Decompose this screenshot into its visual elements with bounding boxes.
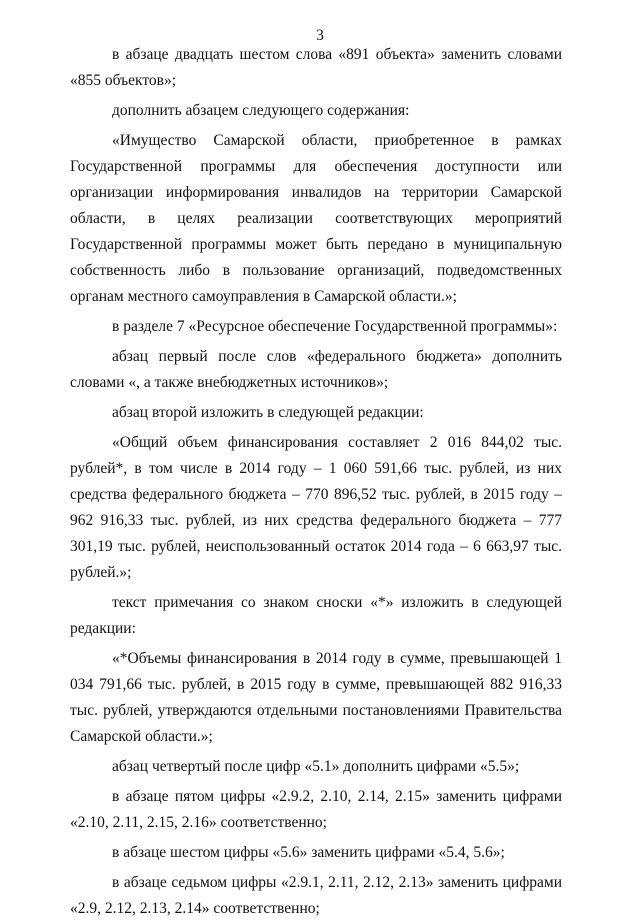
- paragraph-5: абзац первый после слов «федерального бюджета» дополнить словами «, а также внебюджетных источников»;: [70, 348, 562, 391]
- paragraph-2: дополнить абзацем следующего содержания:: [112, 102, 410, 119]
- paragraph-11: в абзаце пятом цифры «2.9.2, 2.10, 2.14, 2.15» заменить цифрами «2.10, 2.11, 2.15, 2.16» соответственно;: [70, 788, 562, 831]
- page-number: 3: [316, 27, 324, 44]
- paragraph-12: в абзаце шестом цифры «5.6» заменить цифрами «5.4, 5.6»;: [112, 844, 505, 861]
- document-body: [70, 42, 562, 922]
- paragraph-1: в абзаце двадцать шестом слова «891 объекта» заменить словами «855 объектов»;: [70, 46, 562, 89]
- paragraph-3: «Имущество Самарской области, приобретенное в рамках Государственной программы для обеспечения доступности или организации информирования инвалидов на территории Самарской области, в целях реализации соответствующих мероприятий Государственной программы может быть передано в муниципальную собственность либо в пользование организаций, подведомственных органам местного самоуправления в Самарской области.»;: [70, 132, 562, 305]
- paragraph-8: текст примечания со знаком сноски «*» изложить в следующей редакции:: [70, 594, 562, 637]
- paragraph-9: «*Объемы финансирования в 2014 году в сумме, превышающей 1 034 791,66 тыс. рублей, в 2015 году в сумме, превышающей 882 916,33 тыс. рублей, утверждаются отдельными постановлениями Правительства Самарской области.»;: [70, 650, 562, 745]
- paragraph-7: «Общий объем финансирования составляет 2 016 844,02 тыс. рублей*, в том числе в 2014 году – 1 060 591,66 тыс. рублей, из них средства федерального бюджета – 770 896,52 тыс. рублей, в 2015 году – 962 916,33 тыс. рублей, из них средства федерального бюджета – 777 301,19 тыс. рублей, неиспользованный остаток 2014 года – 6 663,97 тыс. рублей.»;: [70, 434, 562, 581]
- paragraph-4: в разделе 7 «Ресурсное обеспечение Государственной программы»:: [112, 318, 558, 335]
- paragraph-13: в абзаце седьмом цифры «2.9.1, 2.11, 2.12, 2.13» заменить цифрами «2.9, 2.12, 2.13, 2.14» соответственно;: [70, 874, 562, 917]
- paragraph-10: абзац четвертый после цифр «5.1» дополнить цифрами «5.5»;: [112, 758, 520, 775]
- paragraph-6: абзац второй изложить в следующей редакции:: [112, 404, 424, 421]
